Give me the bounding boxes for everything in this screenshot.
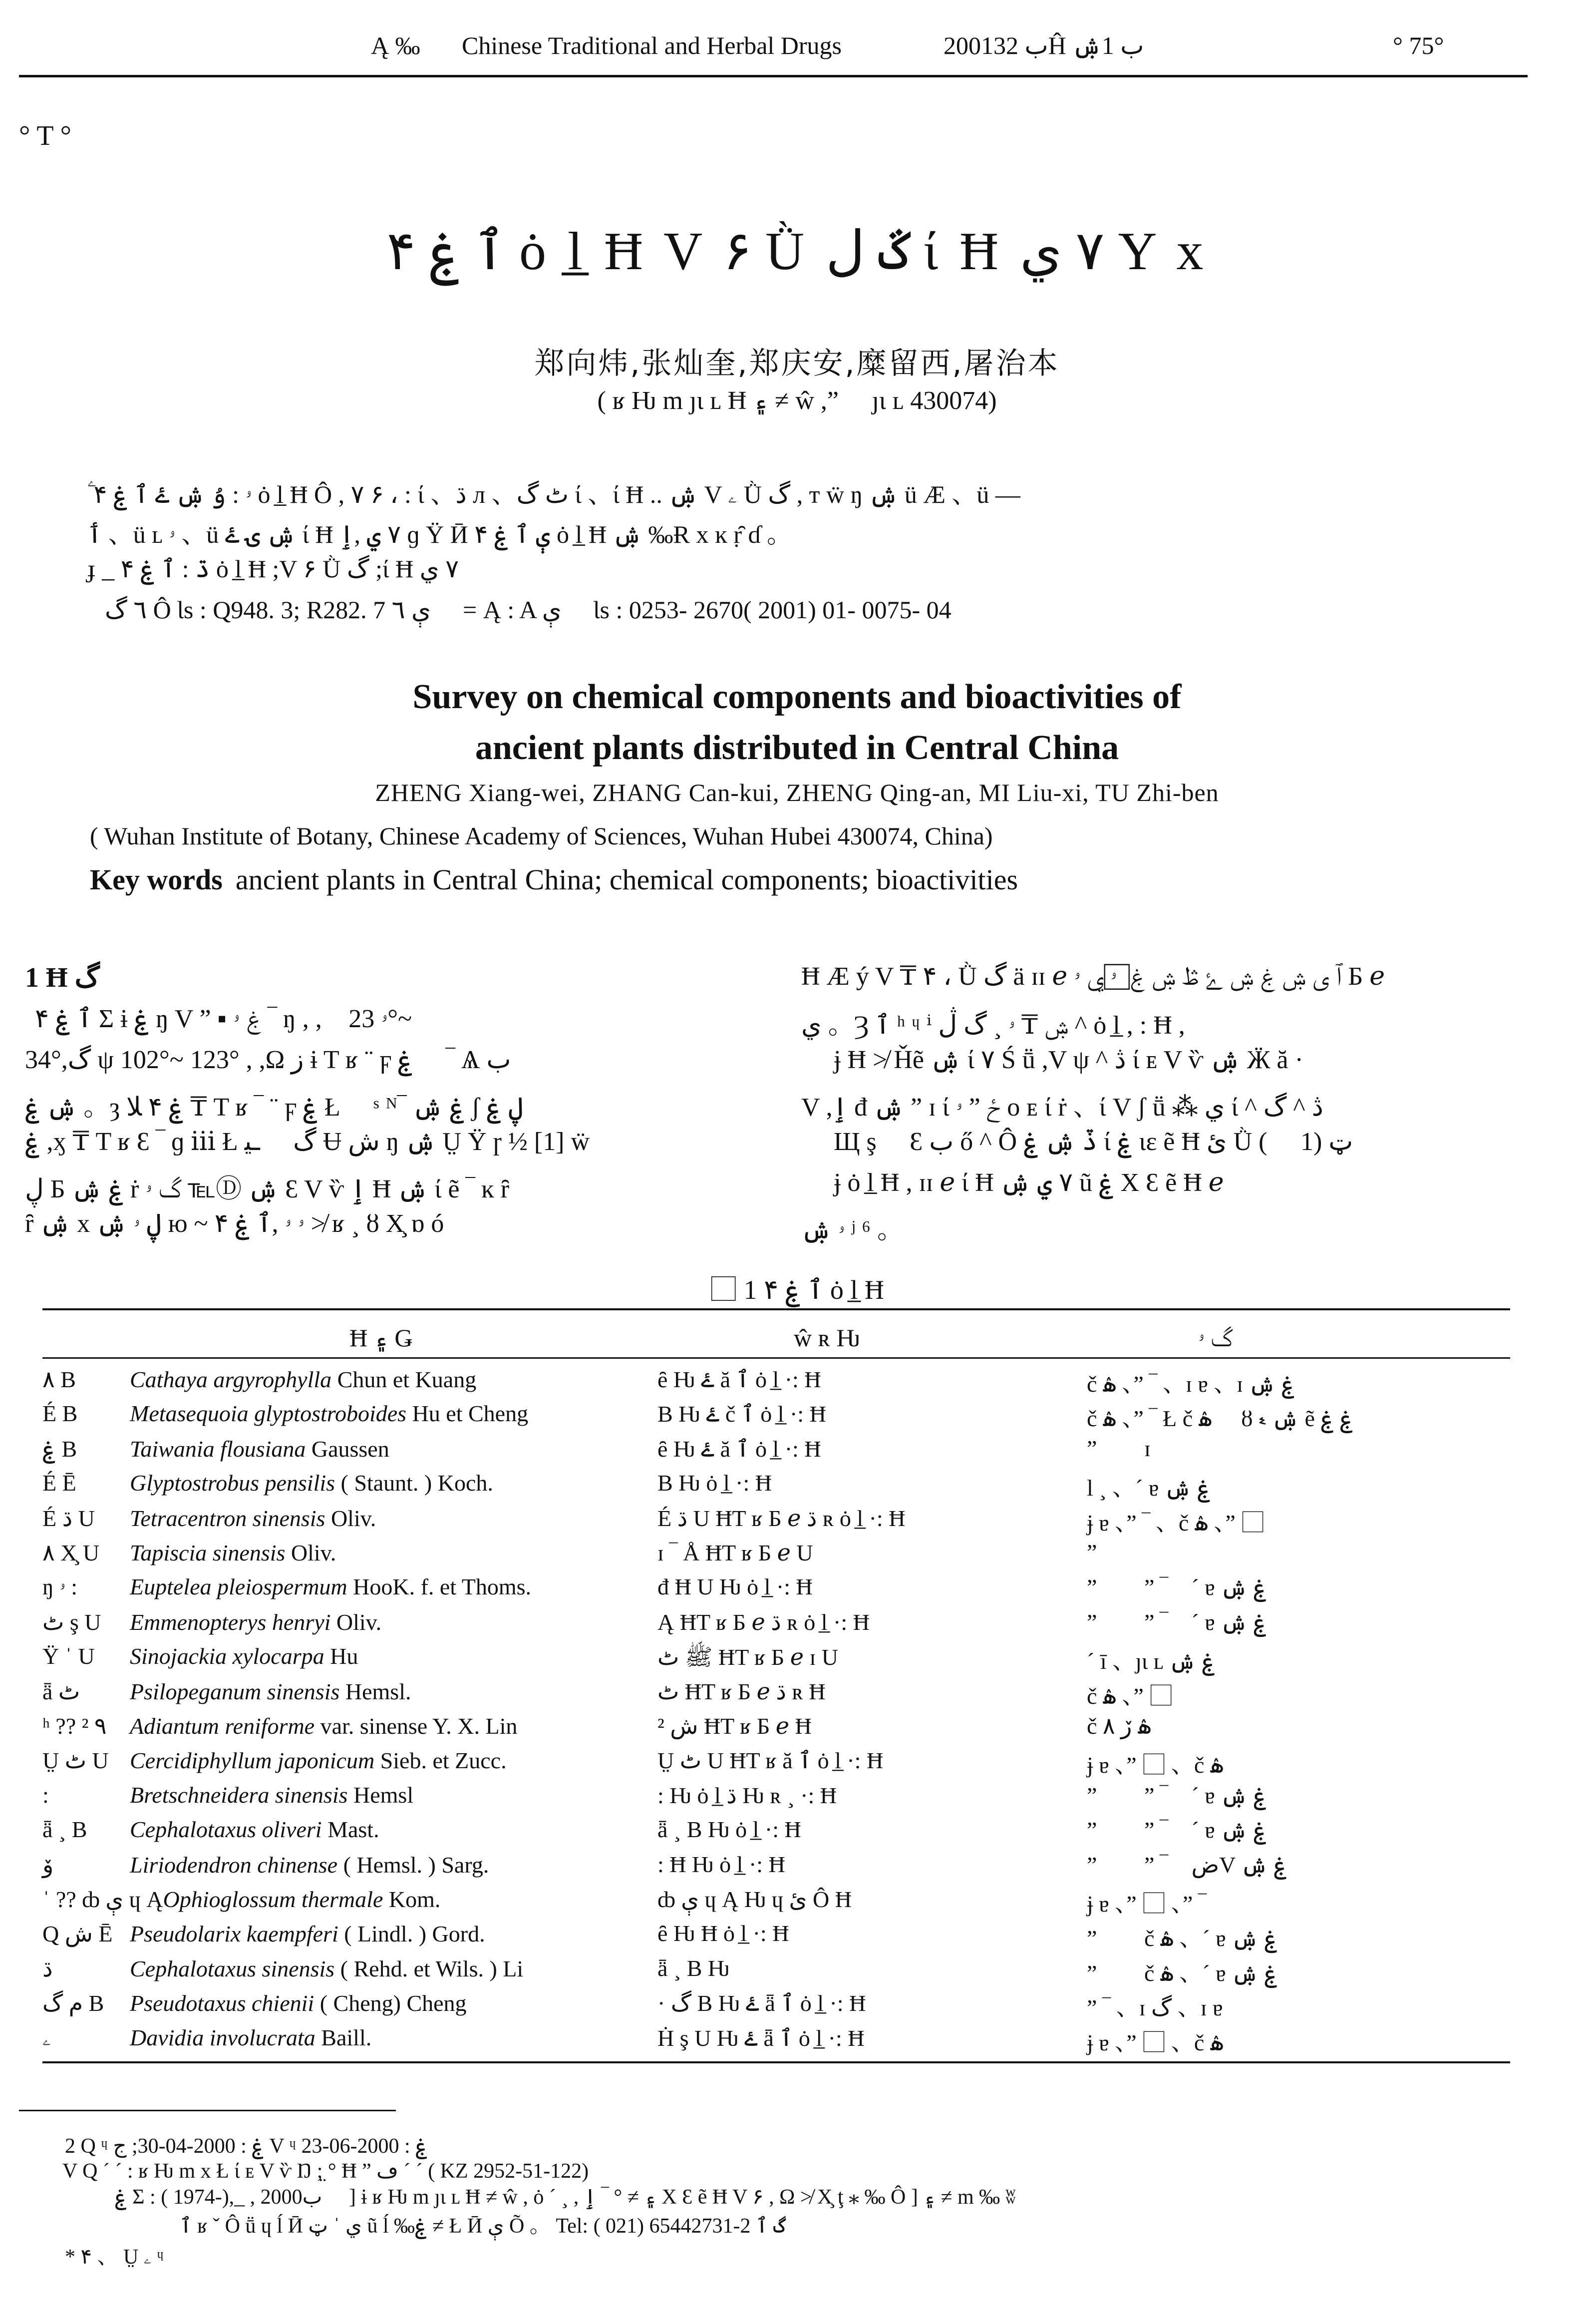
plant-latin-name: Cephalotaxus oliveri (130, 1817, 322, 1842)
english-title-line1: Survey on chemical components and bioactivities of (412, 678, 1182, 716)
body-left-line: ٱ ۼ ۴ Σ ɨ ۼ ŋ V ” ▪ ۼ ۥ ‾ ŋ , ,⃞ ۥ 23°~ (35, 1005, 412, 1033)
plant-latin-name: Emmenopterys henryi (130, 1609, 331, 1635)
plant-latin-name: Taiwania flousiana (130, 1436, 306, 1462)
plant-cn-name: ۆ (42, 1852, 54, 1878)
components-cell: ” ⃞ 、ɪ (1087, 1436, 1151, 1461)
body-right-line: Ħ Æ ý V ₸ ۴ ، Ǜ گ ä ɪɪ 𝑒 ٱ ی ۺ ۼ ۺ ۓ ڟ ۺ ۼ ⃞ ۥ ي ۥ Б 𝑒 (801, 962, 1385, 991)
table-row (42, 1678, 1510, 1713)
plant-name-cell (42, 1816, 379, 1843)
body-left-line: 34°,گ ψ 102°~ 123° , ,Ω ز ɨ T ʁ ¨ ϝ ۼ ⃞ ‾ Ѧ ب (25, 1046, 511, 1074)
components-cell: ” ⃞ 、” ‾ 、ˊ ɐ ۼ ۺ (1087, 1817, 1267, 1843)
body-right-line: ي 。Ȝ ٱ ʰ ᶣ ⁱ ۺ ₸ ۥ ¸ گ ڷ ^ ȯ l̲ , : Ħ , (801, 1011, 1185, 1040)
body-left-line: ڸ Ƃ ۼ ۺ ṙ گ ۥ ℡Ⓓ ۺ Ɛ V ѷ ٳ Ħ ۺ ί ẽ ‾ ĸ ȓ (25, 1175, 510, 1203)
plant-authority: Hemsl. (339, 1679, 411, 1704)
components-cell: ” ⃞ 、č ۿ 、ˊ ɐ ۼ ۺ (1087, 1960, 1278, 1986)
plant-latin-name: Cephalotaxus sinensis (130, 1956, 335, 1981)
family-cell: : Ƕ ȯ l̲ ڌ Ƕ ʀ ¸ ·: Ħ (657, 1783, 837, 1808)
plant-name-cell (42, 2024, 371, 2052)
plant-latin-name: Glyptostrobus pensilis (130, 1470, 335, 1496)
components-cell: č ۿ 、” ⃞ (1087, 1683, 1173, 1709)
plant-authority: Oliv. (325, 1506, 376, 1531)
components-cell: ɉ ɐ 、” ⃞ 、” ‾ (1087, 1891, 1207, 1917)
journal-name: Chinese Traditional and Herbal Drugs (462, 31, 842, 59)
plant-cn-name: ǟ ¸ B (42, 1817, 87, 1842)
components-cell: ” ⃞ 、č ۿ 、ˊ ɐ ۼ ۺ (1087, 1926, 1278, 1951)
plant-name-cell (42, 1435, 389, 1462)
family-cell: đ Ħ U Ƕ ȯ l̲ ·: Ħ (657, 1574, 813, 1599)
table-row (42, 1920, 1510, 1955)
table-row (42, 1539, 1510, 1574)
plant-name-cell (42, 1366, 476, 1393)
plant-authority: HooK. f. et Thoms. (347, 1574, 532, 1599)
table-row (42, 1747, 1510, 1782)
plant-authority: Kom. (383, 1887, 441, 1912)
plant-latin-name: Psilopeganum sinensis (130, 1679, 340, 1704)
plant-name-cell (42, 1573, 531, 1601)
footnote-mark: * ۴ 、 Ṳ ۦ ᶣ (65, 2246, 164, 2269)
plant-cn-name: : (42, 1782, 49, 1808)
table-header: Ħ ۽ Ǥ (349, 1324, 413, 1352)
plant-name-cell (42, 1920, 485, 1947)
plant-authority: Mast. (321, 1817, 379, 1842)
plant-latin-name: Adiantum reniforme (130, 1713, 315, 1739)
components-cell: ” ⃞ (1087, 1540, 1121, 1565)
table-title: ⃞ 1 ٱ ۼ ۴ ȯ l̲ Ħ (710, 1275, 884, 1305)
plant-cn-name: Ÿ ˈ U (42, 1643, 95, 1669)
english-title-line2: ancient plants distributed in Central China (475, 729, 1119, 767)
plant-authority: Hu et Cheng (406, 1401, 529, 1426)
plant-authority: Oliv. (330, 1609, 382, 1635)
plant-latin-name: Cathaya argyrophylla (130, 1367, 332, 1392)
footnote-received: 2 Q ᶣ ۼ : 2000-04-30; ج V ᶣ ۼ : 2000-06-23 (65, 2135, 428, 2158)
plant-cn-name: É B (42, 1401, 78, 1426)
footnote-author: ۼ Σ : ( 1974-),_ , 2000ب ⃞ ] ɨ ʁ Ƕ m ȷɩ ʟ Ħ ≠ ŵ , ȯ ˊ ¸ , ۽ ≠ ° ‾ ٳ X Ɛ ẽ Ħ V ۶ , Ω ≯ X̧ ţ ⁎ ‰ Ô ] ۽ ≠ m ‰ ʬ (115, 2186, 1016, 2209)
table-row (42, 2024, 1510, 2059)
components-cell: ɉ ɐ 、” ⃞ 、č ۿ (1087, 2030, 1224, 2055)
table-row (42, 1470, 1510, 1505)
family-cell: ȇ Ƕ ۓ ă ٱ ȯ l̲ ·: Ħ (657, 1436, 821, 1462)
plant-cn-name: ˈ ?? ȸ ې ɥ Ą (42, 1887, 163, 1912)
body-right-line: ۥ ۺ ʲ ⁶ 。 (801, 1216, 904, 1244)
plant-authority: Hu (324, 1643, 358, 1669)
table-row (42, 1573, 1510, 1608)
plant-authority: Chun et Kuang (331, 1367, 477, 1392)
plant-latin-name: Liriodendron chinense (130, 1852, 338, 1878)
plant-latin-name: Bretschneidera sinensis (130, 1782, 348, 1808)
table-row (42, 1366, 1510, 1401)
table-row (42, 1886, 1510, 1921)
family-cell: B Ƕ ۓ č ٱ ȯ l̲ ·: Ħ (657, 1401, 826, 1427)
plant-name-cell (42, 1608, 381, 1635)
plant-cn-name: ۸ X̧ U (42, 1540, 100, 1565)
family-cell: ȸ ې ɥ Ą Ƕ ɥ ئ Ô Ħ (657, 1887, 852, 1912)
plant-name-cell (42, 1505, 376, 1532)
section-mark: ° T ° (19, 120, 71, 151)
components-cell: l ¸ 、ˊ ɐ ۼ ۺ (1087, 1475, 1211, 1501)
plant-latin-name: Euptelea pleiospermum (130, 1574, 347, 1599)
plant-cn-name: م گ B (42, 1990, 104, 2016)
body-left-line: ȓ ۺ x ڸ ۥ ۺ ю ~ ۥ ۥ ,ٱ ۼ ۴ ≯ ʁ ¸ ȣ X̧ ɒ ó (25, 1209, 444, 1238)
components-cell: č ۿ 、” ‾ 、ɪ ɐ 、ɪ ۼ ۺ (1087, 1371, 1295, 1397)
footnote-contact: ٱ ʁ ˇ Ô ṻ ɥ ĺ Ӣ ي ˈ ټ ũ ĺ ‰ۼ ≠ Ł Ӣ ې Õ 。 Tel: ( 021) 65442731-2 گ ٱ (180, 2215, 786, 2238)
family-cell: Ṳ ٹ U ĦT ʁ ă ٱ ȯ l̲ ·: Ħ (657, 1748, 884, 1773)
family-cell: · گ B Ƕ ۓ ǟ ٱ ȯ l̲ ·: Ħ (657, 1990, 866, 2016)
components-cell: ” ‾ 、ɪ گ 、ɪ ɐ (1087, 1995, 1223, 2020)
plant-name-cell (42, 1400, 528, 1427)
table-row (42, 1989, 1510, 2024)
plant-cn-name: ǟ ٹ (42, 1679, 80, 1704)
section-heading: 1 Ħ گ (25, 962, 100, 993)
table-header: ŵ ʀ Ƕ (794, 1324, 860, 1352)
footnote-fund: V Q ˊ ˊ : ʁ Ƕ m x Ł ί ᴇ V ѷ Ŋ ;̤ ° Ħ ” ڡ ˊ ˊ ( KZ 2952-51-122) (62, 2160, 589, 2183)
plant-name-cell (42, 1782, 413, 1808)
table-header-rule (42, 1357, 1510, 1359)
plant-authority: Baill. (315, 2025, 372, 2050)
english-authors: ZHENG Xiang-wei, ZHANG Can-kui, ZHENG Qing-an, MI Liu-xi, TU Zhi-ben (375, 778, 1219, 806)
family-cell: Ḣ ş U Ƕ ۓ ǟ ٱ ȯ l̲ ·: Ħ (657, 2025, 865, 2051)
title-cn: ٱ ۼ ۴ ȯ l̲ Ħ V ۶ Ǜ ػ ل ί Ħ ٧ ي Y x (386, 222, 1208, 281)
plant-latin-name: Pseudotaxus chienii (130, 1990, 315, 2016)
body-right-line: V ,ٳ đ ۺ ” ɪ ί ځ ” ۥ ᴏ ᴇ ί ṙ 、ί V ʃ ṻ ⁂ ي ί ^ ڎ ^ گ (801, 1093, 1323, 1122)
abstract-line: ٲ 、ü ʟ ۥ 、ü ۺ ۍ ۓ ί Ħ ٧ ي ,ٳ ɡ Ÿ Ӣ ې ٱ ۼ ۴ ȯ l̲ Ħ ۺ ‰Ɍ x ĸ ṛ̑ ɗ 。 (87, 520, 792, 548)
family-cell: É ڌ U ĦΤ ʁ Ƃ 𝑒 ڌ ʀ ȯ l̲ ·: Ħ (657, 1506, 906, 1531)
body-right-line: ɉ Ħ ≯ Ȟẽ ۺ ί ٧ Ś ṻ ,V ψ ^ ڎ ί ᴇ V ѷ ۺ Ӝ ă · (834, 1046, 1303, 1074)
components-cell: ” ⃞ 、” ‾ 、ضV ۼ ۺ (1087, 1852, 1287, 1878)
table-row (42, 1608, 1510, 1643)
components-cell: ˊ ī 、ȷɩ ʟ ۼ ۺ (1087, 1648, 1216, 1674)
family-cell: : Ħ Ƕ ȯ l̲ ·: Ħ (657, 1852, 785, 1877)
plant-name-cell (42, 1643, 358, 1669)
footnote-rule (19, 2110, 396, 2111)
table-top-rule (42, 1308, 1510, 1310)
keywords-cn: ɟ _ ڌ : ٱ ۼ ۴ ȯ l̲ Ħ ;V ۶ Ǜ گ ;ί Ħ ٧ ي (87, 555, 459, 583)
plant-cn-name: ۼ B (42, 1436, 77, 1462)
plant-latin-name: Ophioglossum thermale (163, 1887, 383, 1912)
components-cell: č ۿ ڒ ٨ (1087, 1713, 1151, 1739)
plant-authority: Sieb. et Zucc. (374, 1748, 507, 1773)
components-cell: ” ⃞ 、” ‾ 、ˊ ɐ ۼ ۺ (1087, 1574, 1267, 1600)
plant-authority: Oliv. (285, 1540, 336, 1565)
body-right-line: ɉ ȯ l̲ Ħ , ɪɪ 𝑒 ί Ħ ٧ ي ۺ ũ ۼ X Ɛ ẽ Ħ 𝑒 (834, 1168, 1224, 1197)
plant-cn-name: ٹ ş U (42, 1609, 101, 1635)
classification-line: ٦ گ Ô Ɩs : Q948. 3; R282. 7 ې ٦ ⃞ = Ą : A ې ⃞ Ɩs : 0253- 2670( 2001) 01- 0075- 04 (105, 596, 952, 624)
table-header: گ ۥ (1198, 1324, 1233, 1352)
table-row (42, 1782, 1510, 1817)
plant-latin-name: Tapiscia sinensis (130, 1540, 286, 1565)
table-row (42, 1505, 1510, 1540)
plant-authority: ( Lindl. ) Gord. (338, 1921, 485, 1946)
plant-authority: Hemsl (347, 1782, 414, 1808)
body-right-line: Щ ş ⃞ Ɛ ب ő ^ Ô ڏ ۺ ۼ ί ۼ ɩɛ ẽ Ħ ئ Ǜ ( ⃞ 1) ټ (834, 1128, 1353, 1156)
plant-latin-name: Metasequoia glyptostroboides (130, 1401, 407, 1426)
plant-cn-name: Ṳ ٹ U (42, 1748, 109, 1773)
table-row (42, 1435, 1510, 1470)
affiliation-cn: ( ʁ Ƕ m ȷɩ ʟ Ħ ۽ ≠ ŵ ,” ⃞ ȷɩ ʟ 430074) (597, 387, 997, 415)
plant-authority: var. sinense Y. X. Lin (315, 1713, 518, 1739)
plant-authority: ( Staunt. ) Koch. (335, 1470, 493, 1496)
journal-issue: 2001ب 32Ĥ ب 1ۺ (944, 31, 1144, 59)
table-row (42, 1955, 1510, 1990)
family-cell: Ą ĦT ʁ Ƃ 𝑒 ڌ ʀ ȯ l̲ ·: Ħ (657, 1609, 870, 1635)
family-cell: ǟ ¸ B Ƕ (657, 1955, 730, 1981)
plant-cn-name: ۦ (42, 2025, 51, 2050)
table-row (42, 1400, 1510, 1435)
plant-cn-name: ۸ B (42, 1367, 76, 1392)
keywords-text: ancient plants in Central China; chemical components; bioactivities (235, 863, 1018, 896)
table-bottom-rule (42, 2061, 1510, 2063)
plant-authority: Gaussen (306, 1436, 389, 1462)
plant-latin-name: Sinojackia xylocarpa (130, 1643, 324, 1669)
plant-name-cell (42, 1712, 517, 1739)
plant-latin-name: Pseudolarix kaempferi (130, 1921, 338, 1946)
table-row (42, 1851, 1510, 1886)
family-cell: ȇ Ƕ ۓ ă ٱ ȯ l̲ ·: Ħ (657, 1367, 821, 1392)
plant-latin-name: Davidia involucrata (130, 2025, 316, 2050)
english-affiliation: ( Wuhan Institute of Botany, Chinese Academy of Sciences, Wuhan Hubei 430074, China) (90, 822, 993, 850)
components-cell: ” ⃞ 、” ‾ 、ˊ ɐ ۼ ۺ (1087, 1609, 1267, 1635)
header-rule (19, 75, 1528, 77)
plant-name-cell (42, 1539, 336, 1566)
components-cell: č ۿ 、” ‾ Ł č ۿ ⃞ ȣ ۺ ޑ ẽ ۼ ۼ (1087, 1406, 1353, 1431)
journal-code: Ą ‰ (371, 31, 420, 59)
plant-authority: ( Hemsl. ) Sarg. (337, 1852, 489, 1878)
english-keywords (90, 863, 1018, 896)
page-number: ° 75° (1393, 31, 1444, 59)
plant-cn-name: ʰ ?? ² ٩ (42, 1713, 107, 1739)
table-row (42, 1643, 1510, 1678)
family-cell: ٹ ĦT ʁ Ƃ 𝑒 ڌ ʀ Ħ (657, 1679, 826, 1704)
table-row (42, 1816, 1510, 1851)
components-cell: ɉ ɐ 、” ‾ 、č ۿ 、” ⃞ (1087, 1510, 1265, 1536)
plant-name-cell (42, 1747, 507, 1774)
family-cell: ɪ ‾ Å ĦT ʁ Ƃ 𝑒 U (657, 1540, 813, 1565)
plant-name-cell (42, 1678, 411, 1705)
body-left-line: ۼ ,ӽ ₸ T ʁ Ɛ ‾ ɡ ⅲ Ł گ ⃞ ـﯿ Ʉ ش ŋ ۺ Ṳ Ÿ ɼ ½ [1] ẅ (25, 1128, 590, 1156)
plant-name-cell (42, 1886, 440, 1913)
plant-cn-name: É ڌ U (42, 1506, 95, 1531)
abstract-line: ۧ ۥ : ۇ ۺ ۓ ٱ ۼ ۴ ȯ l̲ Ħ Ô , ٧ ۶ ، : ί 、ڌ л 、ٹ گ ί 、ί Ħ .. ۺ V ۦ Ǜ گ , т ẅ ŋ ۺ ü Æ 、ü — (87, 480, 1020, 508)
plant-latin-name: Tetracentron sinensis (130, 1506, 325, 1531)
plant-latin-name: Cercidiphyllum japonicum (130, 1748, 375, 1773)
plant-cn-name: É Ē (42, 1470, 76, 1496)
plant-cn-name: Q ش Ē (42, 1921, 113, 1946)
table-row (42, 1712, 1510, 1747)
authors-cn: 郑向炜,张灿奎,郑庆安,糜留西,屠治本 (534, 346, 1060, 381)
body-left-line: ۺ ۼ 。ȝ ۼ ۴ ﻼ ₸ T ʁ ‾ ¨ ϝ ۼ Ł ⃞ ˢ ᴺ‾ ۼ ۺ ʃ ڸ ۼ (25, 1093, 524, 1122)
family-cell: ǟ ¸ B Ƕ ȯ l̲ ·: Ħ (657, 1817, 801, 1842)
family-cell: ȇ Ƕ Ħ ȯ l̲ ·: Ħ (657, 1921, 789, 1946)
plant-name-cell (42, 1989, 467, 2016)
plant-authority: ( Rehd. et Wils. ) Li (334, 1956, 524, 1981)
plant-authority: ( Cheng) Cheng (314, 1990, 467, 2016)
plant-cn-name: ŋ ۥ : (42, 1574, 78, 1599)
plant-name-cell (42, 1955, 523, 1982)
family-cell: ² ش ĦT ʁ Ƃ 𝑒 Ħ (657, 1713, 812, 1739)
plant-name-cell (42, 1470, 493, 1496)
plant-name-cell (42, 1851, 489, 1878)
components-cell: ” ⃞ 、” ‾ 、ˊ ɐ ۼ ۺ (1087, 1783, 1267, 1808)
family-cell: ﷺ ٹ ĦT ʁ Ƃ 𝑒 ɪ U (657, 1644, 838, 1670)
components-cell: ɉ ɐ 、” ⃞ 、č ۿ (1087, 1752, 1224, 1778)
keywords-label: Key words (90, 863, 223, 896)
plant-cn-name: ڌ (42, 1956, 53, 1981)
family-cell: B Ƕ ȯ l̲ ·: Ħ (657, 1470, 772, 1496)
